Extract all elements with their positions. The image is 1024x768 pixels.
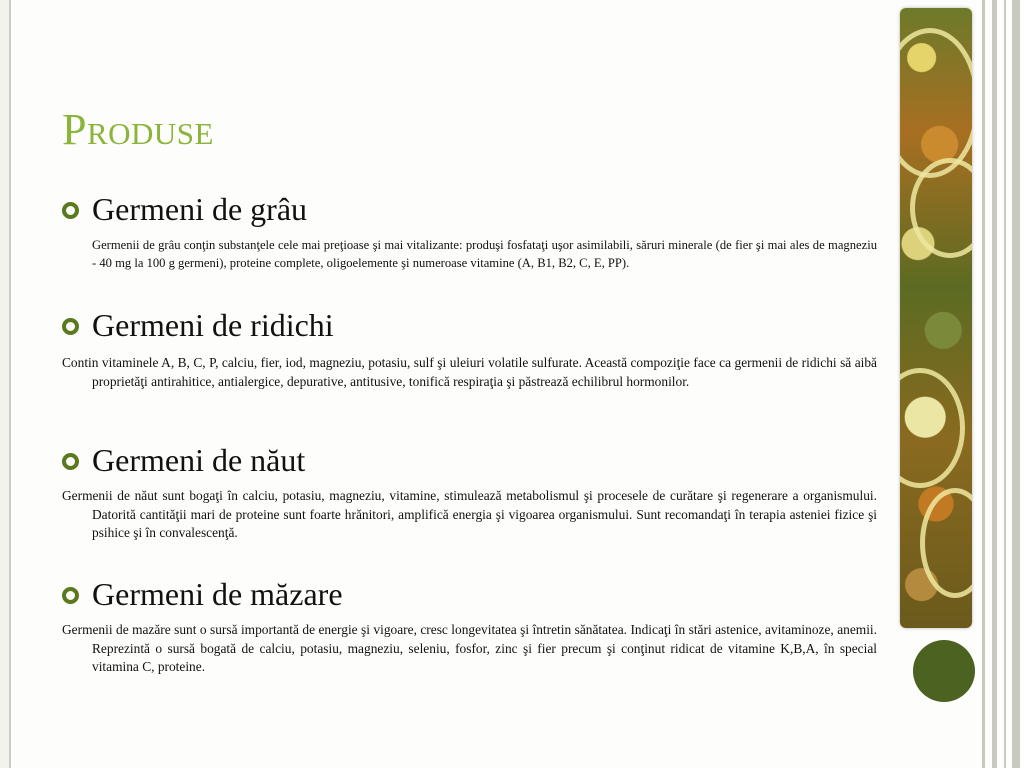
section-germeni-ridichi — [62, 306, 877, 391]
ring-bullet-icon — [62, 318, 79, 335]
sprout-shape — [900, 368, 965, 488]
section-heading — [62, 190, 877, 228]
section-paragraph: Germenii de grâu conţin substanţele cele mai preţioase şi mai vitalizante: produşi fosfataţi uşor asimilabili, săruri minerale (de fier şi mai ales de magneziu - 40 mg la 100 g germeni), proteine complete, oligoelemente şi numeroase vitamine (A, B1, B2, C, E, PP). — [92, 238, 877, 270]
section-heading-text: Germeni de grâu — [92, 191, 308, 227]
rail-line — [1012, 0, 1020, 768]
rail-line — [982, 0, 985, 768]
ring-bullet-icon — [62, 587, 79, 604]
section-paragraph: Germenii de mazăre sunt o sursă importantă de energie şi vigoare, cresc longevitatea şi întretin sănătatea. Indicaţi în stări astenice, avitaminoze, anemii. Reprezintă o sursă bogată de calciu, potasiu, magneziu, seleniu, fosfor, zinc şi fier precum şi conţinut ridicat de vitamine K,B,A, în special vitamina C, proteine. — [62, 622, 877, 674]
section-heading — [62, 575, 877, 613]
section-heading-text: Germeni de măzare — [92, 576, 343, 612]
section-heading-text: Germeni de ridichi — [92, 307, 334, 343]
section-heading — [62, 441, 877, 479]
ring-bullet-icon — [62, 453, 79, 470]
sprout-shape — [900, 28, 972, 178]
section-heading-text: Germeni de năut — [92, 442, 306, 478]
section-paragraph: Germenii de năut sunt bogaţi în calciu, potasiu, magneziu, vitamine, stimulează metabolismul şi procesele de curătare şi regenerare a organismului. Datorită cantităţii mari de proteine sunt foarte hrănitori, amplifică energia şi vigoarea organismului. Sunt recomandaţi în terapia asteniei fizice şi psihice şi în convalescenţă. — [62, 488, 877, 540]
slide-title: Produse — [62, 105, 214, 154]
sprouts-photo — [900, 8, 972, 628]
section-germeni-naut — [62, 441, 877, 543]
section-germeni-grau — [62, 190, 877, 272]
section-heading — [62, 306, 877, 344]
sprout-shape — [920, 488, 972, 598]
ring-bullet-icon — [62, 202, 79, 219]
rail-line — [992, 0, 997, 768]
rail-line — [1004, 0, 1006, 768]
section-germeni-mazare — [62, 575, 877, 677]
left-border-decoration — [0, 0, 11, 768]
section-paragraph: Contin vitaminele A, B, C, P, calciu, fier, iod, magneziu, potasiu, sulf şi uleiuri volatile sulfurate. Această compoziţie face ca germenii de ridichi să aibă proprietăţi antirahitice, antialergice, depurative, antitusive, tonifică respiraţia şi păstrează echilibrul hormonilor. — [62, 355, 877, 389]
right-border-decoration — [978, 0, 1024, 768]
accent-circle — [913, 640, 975, 702]
